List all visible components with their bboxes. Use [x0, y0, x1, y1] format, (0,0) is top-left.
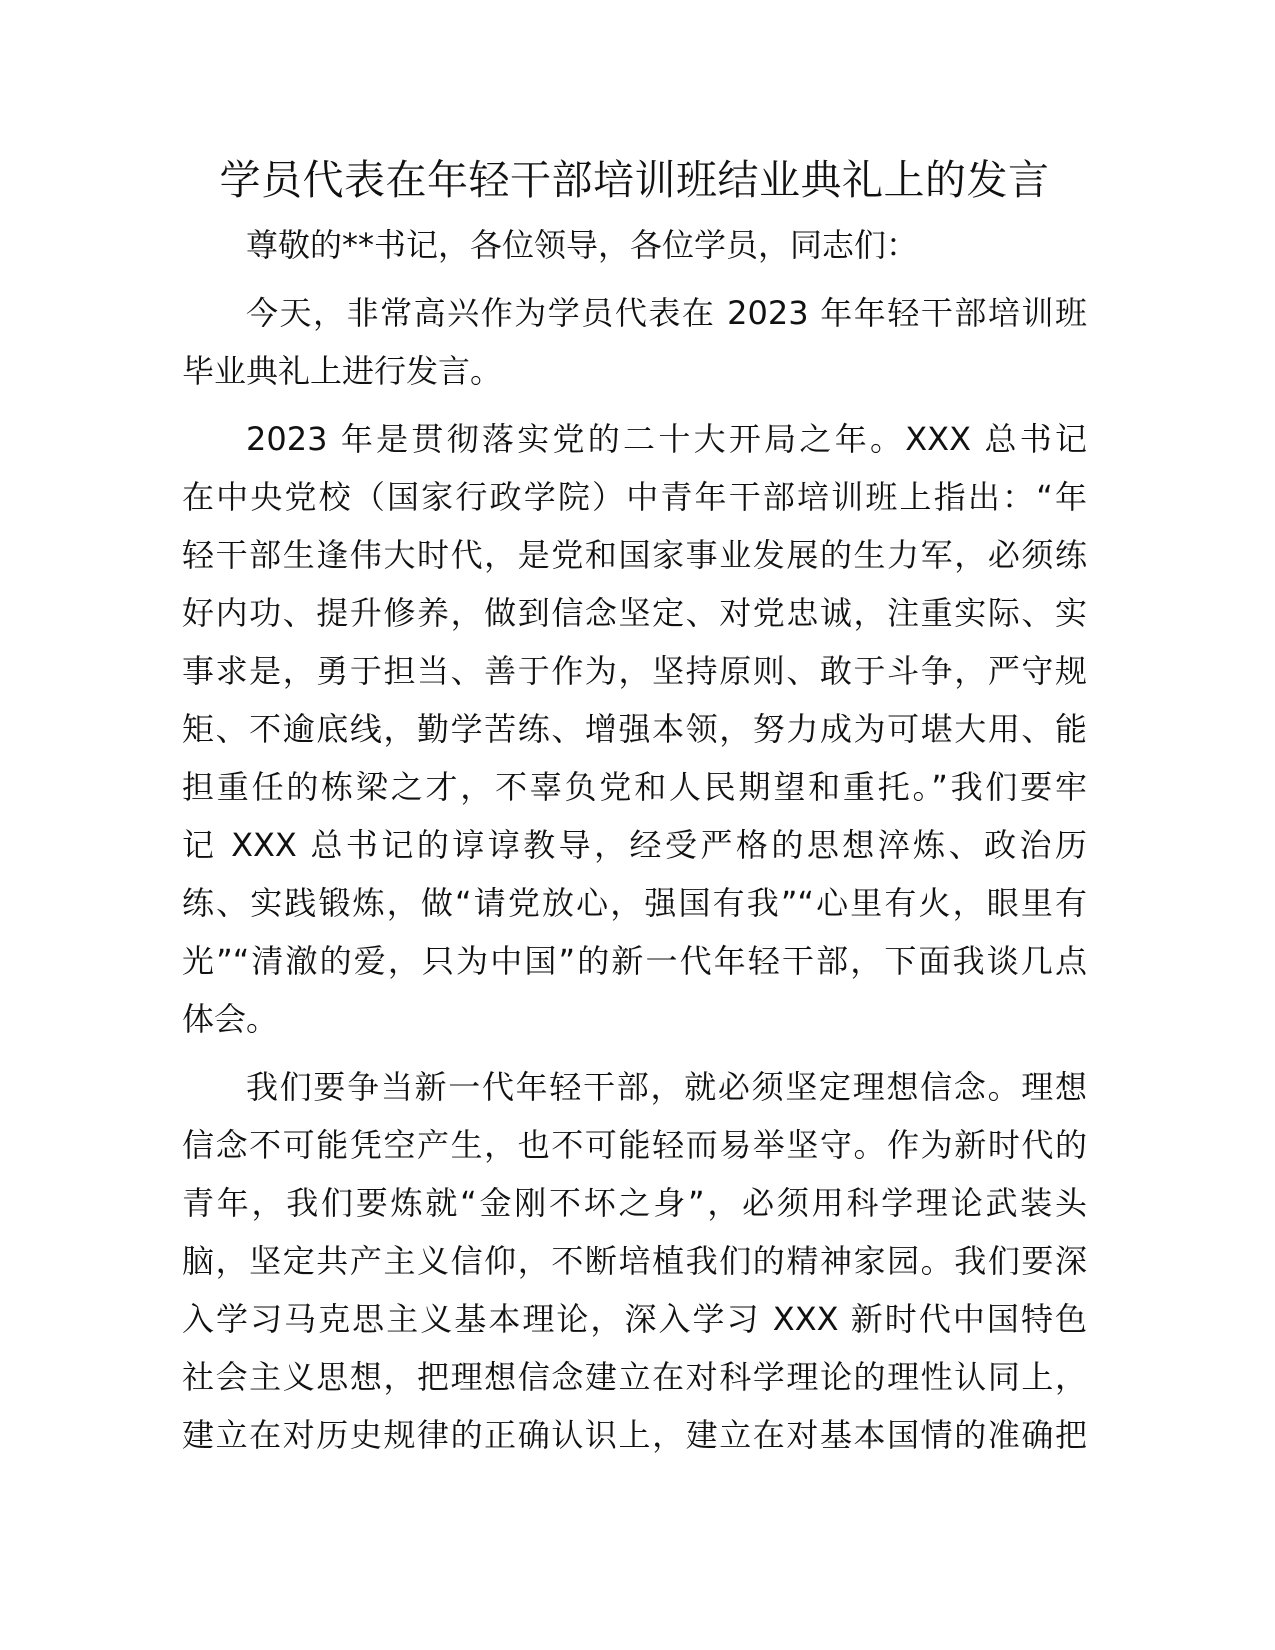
document-title: 学员代表在年轻干部培训班结业典礼上的发言 [219, 156, 1050, 204]
paragraph-line: 毕业典礼上进行发言。 [182, 352, 503, 390]
paragraph-line: 2023 年是贯彻落实党的二十大开局之年。XXX 总书记 [246, 420, 1087, 458]
salutation: 尊敬的**书记，各位领导，各位学员，同志们： [246, 226, 919, 264]
paragraph-line: 好内功、提升修养，做到信念坚定、对党忠诚，注重实际、实 [182, 594, 1087, 632]
paragraph-line: 脑，坚定共产主义信仰，不断培植我们的精神家园。我们要深 [182, 1242, 1087, 1280]
paragraph-line: 我们要争当新一代年轻干部，就必须坚定理想信念。理想 [246, 1068, 1087, 1106]
paragraph-line: 矩、不逾底线，勤学苦练、增强本领，努力成为可堪大用、能 [182, 710, 1087, 748]
paragraph-line: 光”“清澈的爱，只为中国”的新一代年轻干部，下面我谈几点 [182, 942, 1087, 980]
paragraph-line: 体会。 [182, 1000, 279, 1038]
paragraph-3 [182, 1058, 1087, 1464]
paragraph-line: 事求是，勇于担当、善于作为，坚持原则、敢于斗争，严守规 [182, 652, 1087, 690]
document-page [182, 150, 1087, 1474]
paragraph-line: 记 XXX 总书记的谆谆教导，经受严格的思想淬炼、政治历 [182, 826, 1087, 864]
paragraph-line: 建立在对历史规律的正确认识上，建立在对基本国情的准确把 [182, 1416, 1087, 1454]
paragraph-line: 社会主义思想，把理想信念建立在对科学理论的理性认同上， [182, 1358, 1087, 1396]
paragraph-line: 入学习马克思主义基本理论，深入学习 XXX 新时代中国特色 [182, 1300, 1087, 1338]
paragraph-line: 轻干部生逢伟大时代，是党和国家事业发展的生力军，必须练 [182, 536, 1087, 574]
paragraph-2 [182, 410, 1087, 1048]
paragraph-line: 练、实践锻炼，做“请党放心，强国有我”“心里有火，眼里有 [182, 884, 1087, 922]
paragraph-line: 青年，我们要炼就“金刚不坏之身”，必须用科学理论武装头 [182, 1184, 1087, 1222]
paragraph-line: 在中央党校（国家行政学院）中青年干部培训班上指出：“年 [182, 478, 1087, 516]
paragraph-line: 信念不可能凭空产生，也不可能轻而易举坚守。作为新时代的 [182, 1126, 1087, 1164]
paragraph-line: 担重任的栋梁之才，不辜负党和人民期望和重托。”我们要牢 [182, 768, 1087, 806]
paragraph-line: 今天，非常高兴作为学员代表在 2023 年年轻干部培训班 [246, 294, 1087, 332]
paragraph-1 [182, 284, 1087, 400]
